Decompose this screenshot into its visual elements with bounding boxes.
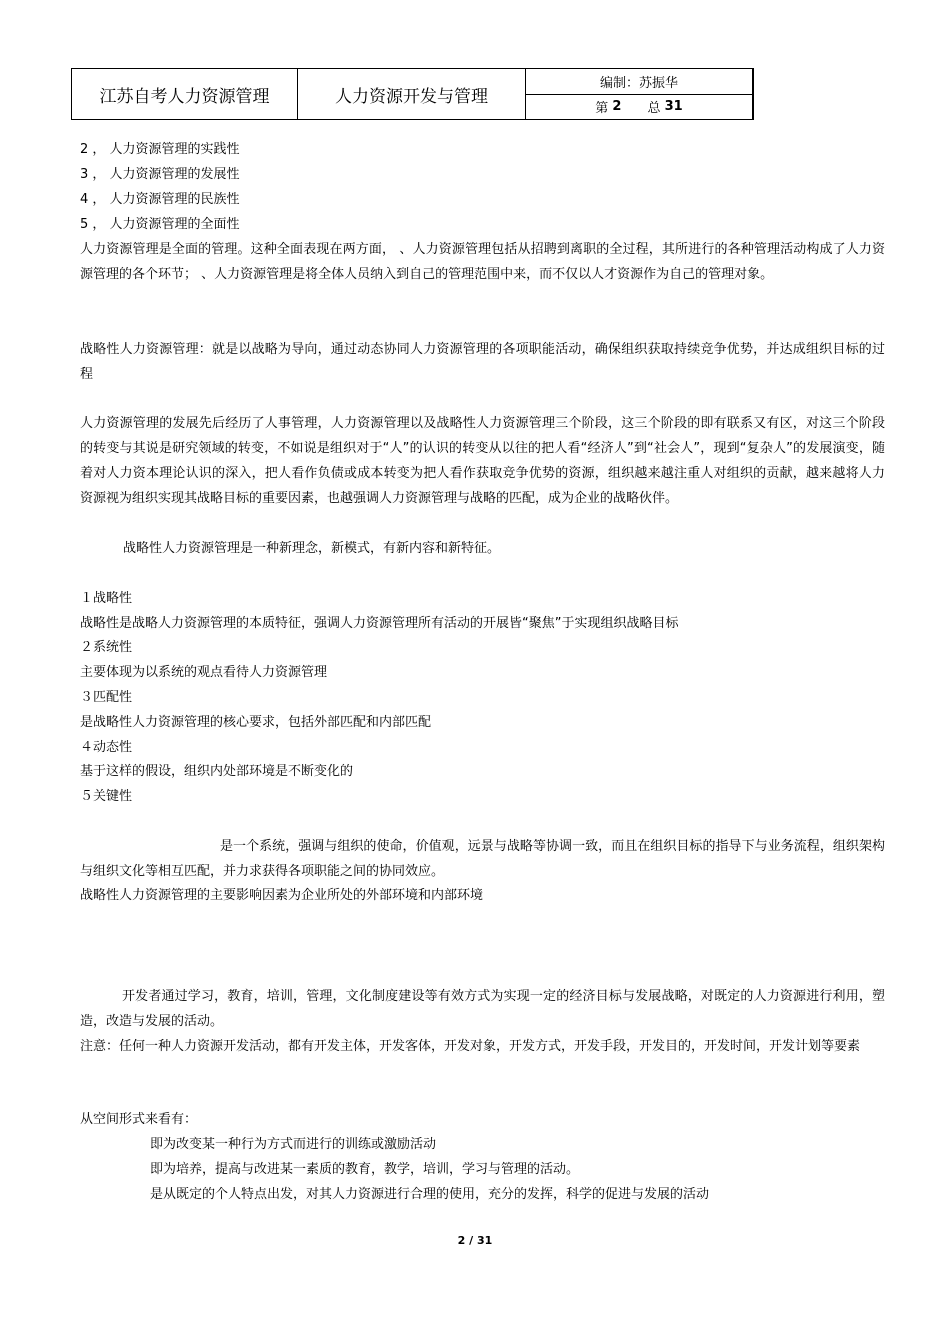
total-prefix: 总 [647, 101, 661, 117]
feature-description: 是战略性人力资源管理的核心要求，包括外部匹配和内部匹配 [80, 715, 432, 730]
header-meta [526, 69, 752, 119]
page-prefix: 第 [595, 101, 609, 117]
feature-description: 战略性是战略人力资源管理的本质特征，强调人力资源管理所有活动的开展皆“聚焦”于实现组织战略目标 [80, 616, 679, 631]
header-editor: 编制：苏振华 [526, 69, 752, 95]
paragraph-system: 是一个系统，强调与组织的使命，价值观，远景与战略等协调一致，而且在组织目标的指导下与业务流程，组织架构与组织文化等相互匹配，并力求获得各项职能之间的协同效应。 [80, 839, 885, 879]
paragraph-new-concept: 战略性人力资源管理是一种新理念，新模式，有新内容和新特征。 [123, 541, 501, 556]
page-number: 2 [612, 99, 622, 115]
feature-description: 主要体现为以系统的观点看待人力资源管理 [80, 665, 328, 680]
paragraph-strategic-definition: 战略性人力资源管理：就是以战略为导向，通过动态协同人力资源管理的各项职能活动，确保组织获取持续竞争优势，并达成组织目标的过程 [80, 342, 885, 382]
feature-title: ４动态性 [80, 740, 133, 755]
feature-title: １战略性 [80, 591, 133, 606]
list-item: 4 ， 人力资源管理的民族性 [80, 192, 240, 207]
feature-description: 基于这样的假设，组织内处部环境是不断变化的 [80, 764, 354, 779]
space-item: 是从既定的个人特点出发，对其人力资源进行合理的使用，充分的发挥，科学的促进与发展的活动 [150, 1187, 710, 1202]
paragraph-note: 注意：任何一种人力资源开发活动，都有开发主体，开发客体，开发对象，开发方式，开发手段，开发目的，开发时间，开发计划等要素 [80, 1039, 861, 1054]
space-item: 即为培养，提高与改进某一素质的教育，教学，培训，学习与管理的活动。 [150, 1162, 580, 1177]
header-subject-title: 人力资源开发与管理 [298, 69, 526, 119]
feature-title: ３匹配性 [80, 690, 133, 705]
feature-title: ２系统性 [80, 640, 133, 655]
paragraph-factors: 战略性人力资源管理的主要影响因素为企业所处的外部环境和内部环境 [80, 888, 484, 903]
space-heading: 从空间形式来看有： [80, 1112, 198, 1127]
header-table [71, 68, 753, 120]
header-course-title: 江苏自考人力资源管理 [72, 69, 298, 119]
paragraph-comprehensive: 人力资源管理是全面的管理。这种全面表现在两方面， 、人力资源管理包括从招聘到离职的全过程，其所进行的各种管理活动构成了人力资源管理的各个环节； 、人力资源管理是将全体人员纳入到自己的管理范围中来，而不仅以人才资源作为自己的管理对象。 [80, 242, 885, 282]
header-page-info [526, 95, 752, 120]
list-item: 5 ， 人力资源管理的全面性 [80, 217, 240, 232]
paragraph-developer: 开发者通过学习，教育，培训，管理，文化制度建设等有效方式为实现一定的经济目标与发展战略，对既定的人力资源进行利用，塑造，改造与发展的活动。 [80, 989, 885, 1029]
list-item: 3 ， 人力资源管理的发展性 [80, 167, 240, 182]
feature-title: ５关键性 [80, 789, 133, 804]
page-footer: 2 / 31 [457, 1234, 493, 1247]
header-border-accent [750, 68, 754, 120]
list-item: 2 ， 人力资源管理的实践性 [80, 142, 240, 157]
space-item: 即为改变某一种行为方式而进行的训练或激励活动 [150, 1137, 437, 1152]
total-pages: 31 [664, 99, 683, 115]
paragraph-development-stages: 人力资源管理的发展先后经历了人事管理，人力资源管理以及战略性人力资源管理三个阶段，这三个阶段的即有联系又有区，对这三个阶段的转变与其说是研究领域的转变，不如说是组织对于“人”的认识的转变从以往的把人看“经济人”到“社会人”，现到“复杂人”的发展演变，随着对人力资本理论认识的深入，把人看作负债或成本转变为把人看作获取竞争优势的资源，组织越来越注重人对组织的贡献，越来越将人力资源视为组织实现其战略目标的重要因素，也越强调人力资源管理与战略的匹配，成为企业的战略伙伴。 [80, 416, 885, 506]
